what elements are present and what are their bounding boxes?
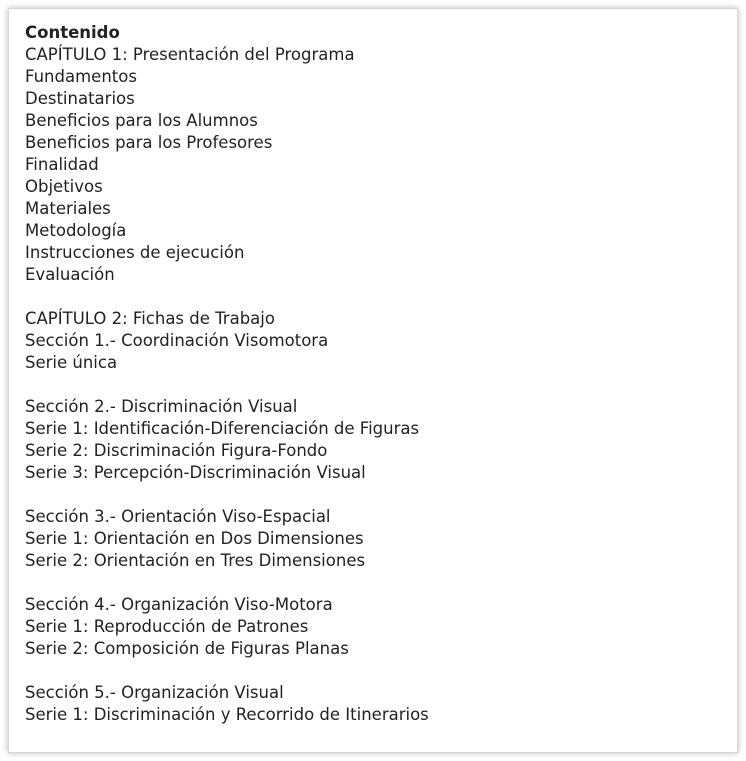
- spacer: [25, 572, 727, 594]
- section-2-series-item: Serie 3: Percepción-Discriminación Visual: [25, 463, 366, 482]
- section-4-series-item: Serie 1: Reproducción de Patrones: [25, 617, 309, 636]
- section-2-title: Sección 2.- Discriminación Visual: [25, 397, 298, 416]
- toc-item-destinatarios: Destinatarios: [25, 89, 135, 108]
- toc-item-beneficios-profesores: Beneficios para los Profesores: [25, 133, 273, 152]
- toc-item-finalidad: Finalidad: [25, 155, 99, 174]
- toc-item-objetivos: Objetivos: [25, 177, 103, 196]
- chapter-2-title: CAPÍTULO 2: Fichas de Trabajo: [25, 309, 275, 328]
- section-4-series-item: Serie 2: Composición de Figuras Planas: [25, 639, 349, 658]
- spacer: [25, 484, 727, 506]
- spacer: [25, 374, 727, 396]
- contents-heading: Contenido: [25, 23, 120, 42]
- toc-item-fundamentos: Fundamentos: [25, 67, 137, 86]
- toc-item-materiales: Materiales: [25, 199, 111, 218]
- section-5-title: Sección 5.- Organización Visual: [25, 683, 284, 702]
- section-3-series-item: Serie 1: Orientación en Dos Dimensiones: [25, 529, 364, 548]
- section-3-title: Sección 3.- Orientación Viso-Espacial: [25, 507, 331, 526]
- section-5-series-item: Serie 1: Discriminación y Recorrido de Itinerarios: [25, 705, 429, 724]
- table-of-contents: [25, 22, 727, 726]
- section-2-series-item: Serie 1: Identificación-Diferenciación de Figuras: [25, 419, 420, 438]
- section-1-series-item: Serie única: [25, 353, 118, 372]
- contents-panel: [8, 8, 738, 753]
- section-3-series-item: Serie 2: Orientación en Tres Dimensiones: [25, 551, 366, 570]
- spacer: [25, 660, 727, 682]
- section-2-series-item: Serie 2: Discriminación Figura-Fondo: [25, 441, 328, 460]
- toc-item-evaluacion: Evaluación: [25, 265, 115, 284]
- toc-item-beneficios-alumnos: Beneficios para los Alumnos: [25, 111, 258, 130]
- section-4-title: Sección 4.- Organización Viso-Motora: [25, 595, 333, 614]
- spacer: [25, 286, 727, 308]
- chapter-1-title: CAPÍTULO 1: Presentación del Programa: [25, 45, 355, 64]
- toc-item-instrucciones: Instrucciones de ejecución: [25, 243, 245, 262]
- toc-item-metodologia: Metodología: [25, 221, 127, 240]
- section-1-title: Sección 1.- Coordinación Visomotora: [25, 331, 329, 350]
